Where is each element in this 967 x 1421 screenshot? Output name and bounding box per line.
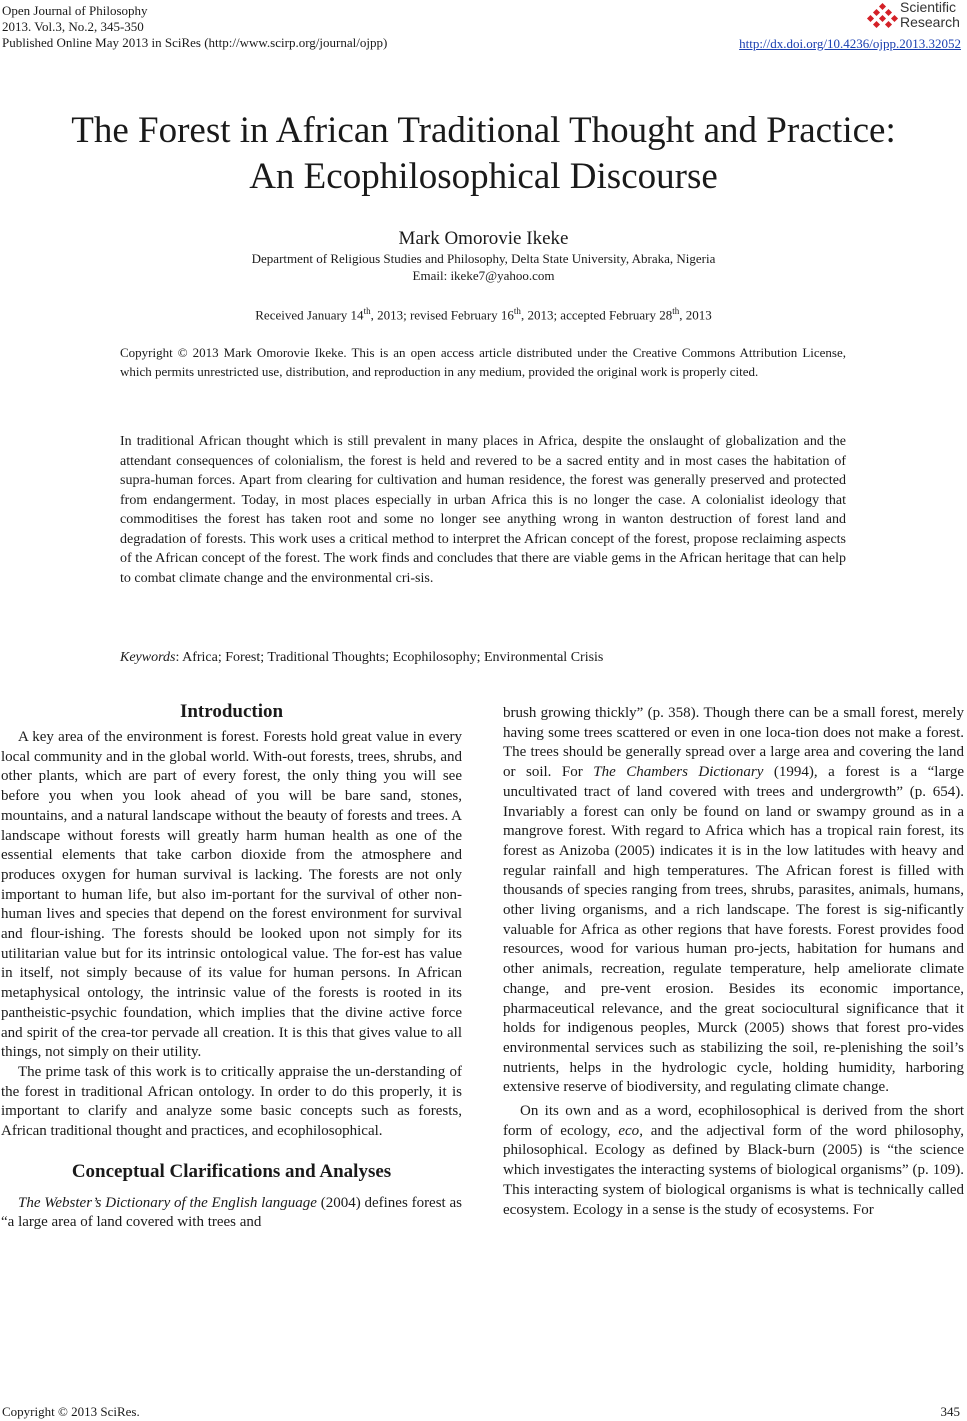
page-number: 345 xyxy=(940,1404,960,1419)
author-affiliation: Department of Religious Studies and Philosophy, Delta State University, Abraka, Nigeria xyxy=(251,251,716,266)
body-paragraph-forest: brush growing thickly” (p. 358). Though there can be a small forest, merely having some trees scattered or even in one loca-tion does not make a forest. The trees should be generally spread over a large area and covering the land or soil. For The Chambers Dictionary (1994), a forest is a “large uncultivated tract of land covered with trees and undergrowth” (p. 654). Invariably a forest can only be found on land or swampy ground as in a mangrove forest. With regard to Africa which has a tropical rain forest, its forest as Anizoba (2005) indicates it is in the low latitudes with heavy and regular rainfall and high temperatures. The African forest is filled with thousands of species ranging from trees, shrubs, parasites, animals, humans, other living organisms, and a rich landscape. The forest is sig-nificantly valuable for Africa as other regions that have forests. Forest provides food resources, wood for various human pro-jects, habitation for humans and other animals, recreation, regulate temperature, help ameliorate climate change, and pre-vent erosion. Besides its economic importance, pharmaceutical relevance, and the great sociocultural significance that it holds for indigenous peoples, Murck (2005) shows that forest pro-vides environmental services such as stabilizing the soil, re-plenishing the soil’s nutrients, helps in the hydrologic cycle, holding humidity, harboring extensive reserve of biodiversity, and regulating climate change. xyxy=(503,705,964,1096)
logo-text: Scientific Research xyxy=(900,0,960,30)
copyright-notice: Copyright © 2013 Mark Omorovie Ikeke. This is an open access article distributed under the Creative Commons Attribution License, which permits unrestricted use, distribution, and reproduction in any medium, provided the original work is properly cited. xyxy=(120,345,846,379)
right-column xyxy=(503,704,964,1220)
logo-diamond-icon xyxy=(866,2,900,32)
introduction-heading: Introduction xyxy=(179,701,284,722)
journal-header xyxy=(2,3,387,51)
keywords-label: Keywords xyxy=(120,650,176,665)
left-column xyxy=(1,700,462,1233)
footer-copyright: Copyright © 2013 SciRes. xyxy=(2,1404,140,1419)
journal-name: Open Journal of Philosophy xyxy=(2,3,148,18)
paper-title: The Forest in African Traditional Thought and Practice: An Ecophilosophical Discourse xyxy=(71,110,896,197)
conceptual-heading: Conceptual Clarifications and Analyses xyxy=(71,1160,392,1182)
received-dates: Received January 14th, 2013; revised February 16th, 2013; accepted February 28th, 2013 xyxy=(255,306,712,323)
abstract: In traditional African thought which is still prevalent in many places in Africa, despite the onslaught of globalization and the attendant consequences of colonialism, the forest is held and revered to be a sacred entity and in most cases the habitation of supra-human forces. Apart from clearing for cultivation and human residence, the forest was generally preserved and protected from endangerment. Today, in most places especially in urban Africa this is no longer the case. A colonialist ideology that commoditises the forest has taken root and some no longer see anything wrong in wanton destruction of forest land and degradation of forests. This work uses a critical method to interpret the African concept of the forest, propose reclaiming aspects of the African concept of the forest. The work finds and concludes that there are viable gems in the African heritage that can help to combat climate change and the environmental cri-sis. xyxy=(120,434,846,586)
concept-paragraph-1: The Webster’s Dictionary of the English language (2004) defines forest as “a large area of land covered with trees and xyxy=(1,1194,462,1231)
journal-volume: 2013. Vol.3, No.2, 345-350 xyxy=(2,19,144,34)
keywords xyxy=(120,648,846,667)
body-paragraph-ecophilosophical: On its own and as a word, ecophilosophical is derived from the short form of ecology, eco, and the adjectival form of the word philosophy, philosophical. Ecology as defined by Black-burn (2005) is “the science which investigates the interacting systems of biological organisms” (p. 109). This interacting system of biological organisms is what is technically called ecosystem. Ecology in a sense is the study of ecosystems. For xyxy=(503,1103,964,1218)
author-email: Email: ikeke7@yahoo.com xyxy=(412,268,555,283)
scientific-research-logo xyxy=(866,0,966,34)
intro-paragraph-1: A key area of the environment is forest. Forests hold great value in every local community and in the global world. With-out forests, trees, shrubs, and other plants, which are part of every forest, the only thing you will see before you when you look ahead of you will be bare sand, stones, mountains, and a natural landscape without the beauty of forests and trees. A landscape without forests will greatly harm human health as one of the essential elements that take carbon dioxide from the atmosphere and produces oxygen for human survival is lacking. The forests are not only important to human life, but also im-portant for the survival of other non-human lives and species that depend on the forest environment for survival and flour-ishing. The forests should be looked upon not simply for its utilitarian value but for its intrinsic ontological value. The for-est has value in itself, not simply because of its value for human persons. In African metaphysical ontology, the intrinsic value of the forests is rooted in its pantheistic-psychic foundation, which implies that the divine active force and spirit of the crea-tor pervade all creation. It is this that gives value to all things, not simply on their utility. xyxy=(1,729,462,1061)
keywords-list: : Africa; Forest; Traditional Thoughts; Ecophilosophy; Environmental Crisis xyxy=(175,650,604,665)
intro-paragraph-2: The prime task of this work is to critically appraise the un-derstanding of the forest in traditional African ontology. In order to do this properly, it is important to clarify and analyze some basic concepts such as forests, African traditional thought and practices, and ecophilosophical. xyxy=(1,1063,462,1140)
author-name: Mark Omorovie Ikeke xyxy=(398,228,569,249)
doi-link[interactable]: http://dx.doi.org/10.4236/ojpp.2013.32052 xyxy=(739,36,961,51)
publication-info: Published Online May 2013 in SciRes (http://www.scirp.org/journal/ojpp) xyxy=(2,35,388,50)
